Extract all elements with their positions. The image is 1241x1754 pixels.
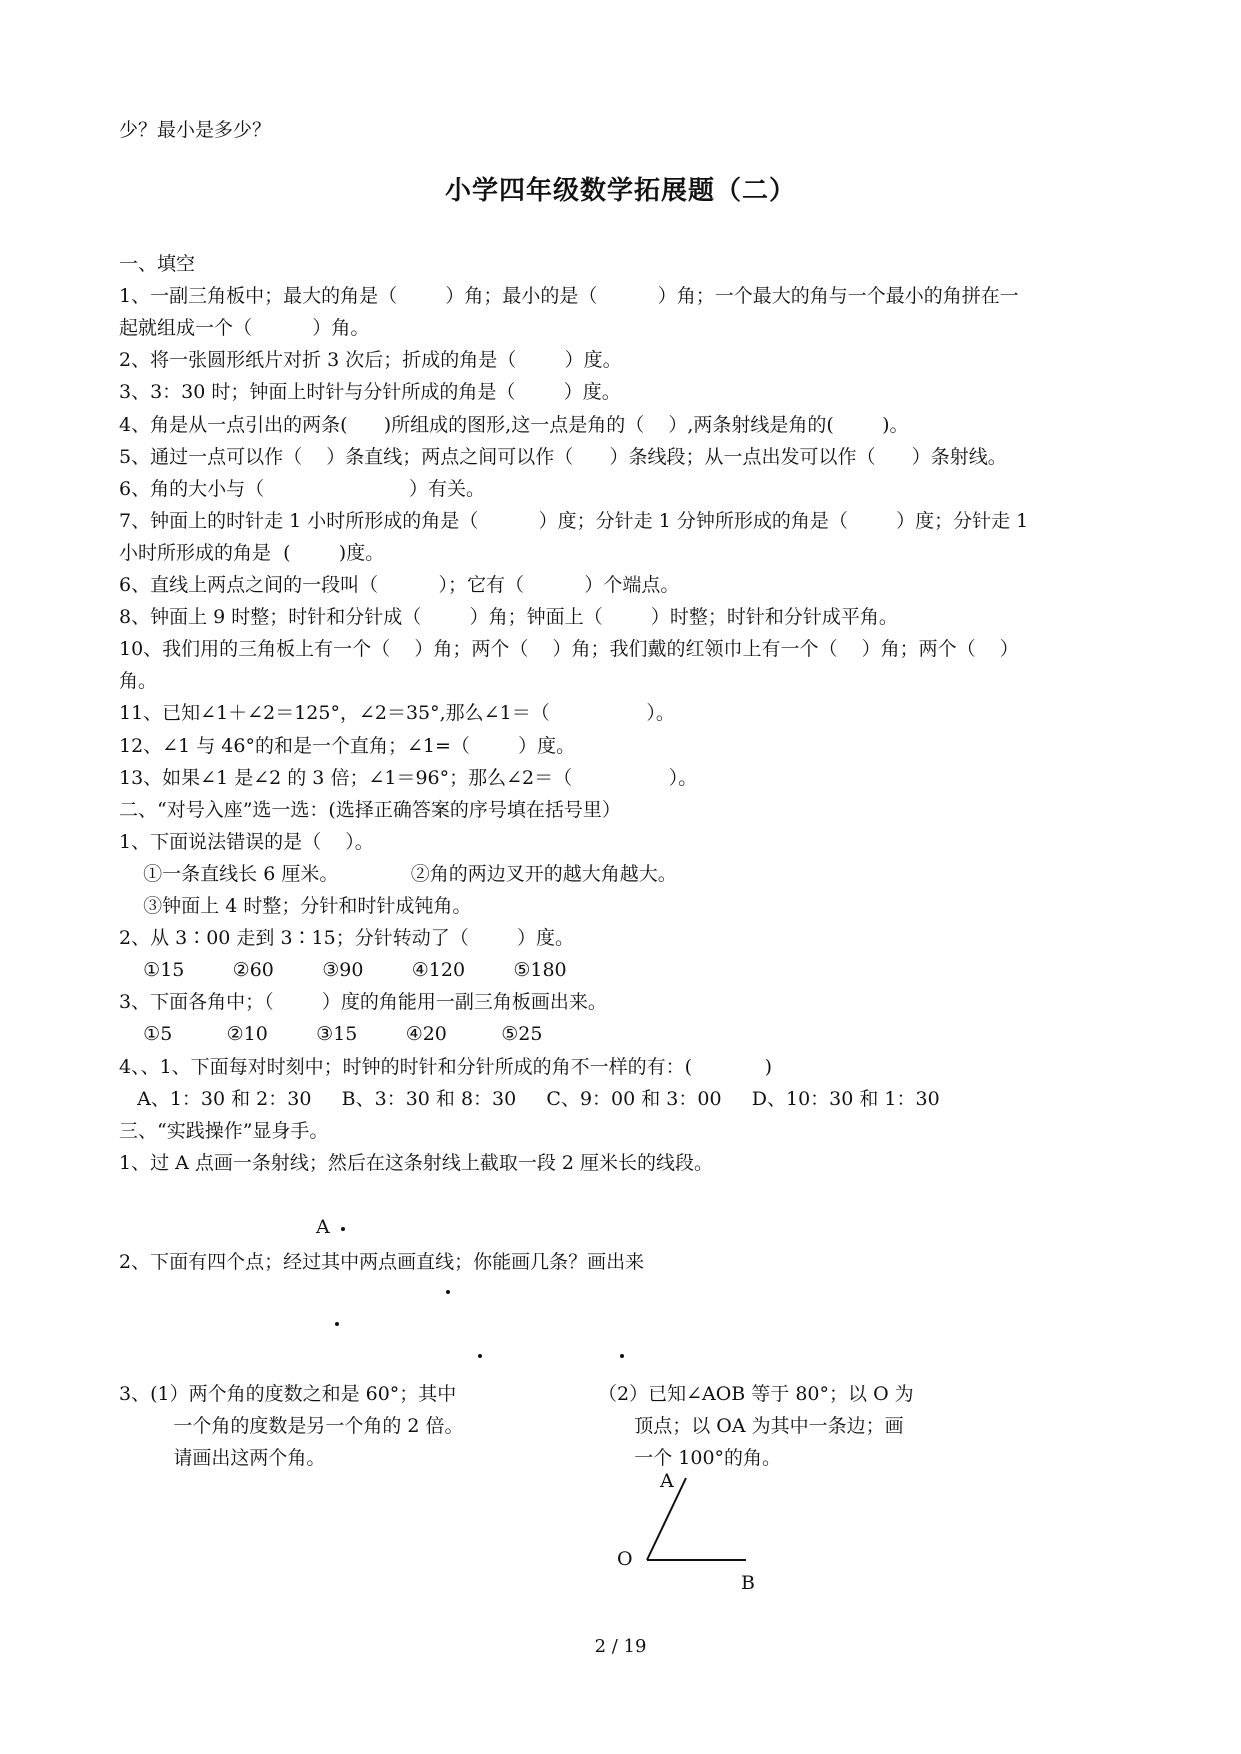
worksheet-line: 2、从 3∶00 走到 3∶15；分针转动了（ ）度。 [119,927,575,949]
worksheet-line: 11、已知∠1＋∠2＝125°，∠2＝35°,那么∠1＝（ ）。 [119,702,675,724]
worksheet-line: 起就组成一个（ ）角。 [119,317,370,339]
worksheet-line: 一、填空 [119,253,196,275]
question-2-text: 2、下面有四个点；经过其中两点画直线；你能画几条？画出来 [119,1251,645,1273]
point-dot-1 [446,1290,450,1294]
worksheet-line: 小时所形成的角是 ( )度。 [119,542,385,564]
worksheet-line: 二、“对号入座”选一选：(选择正确答案的序号填在括号里） [119,799,621,821]
worksheet-line: ①一条直线长 6 厘米。 ②角的两边叉开的越大角越大。 [119,863,677,885]
worksheet-line: 3、3：30 时；钟面上时针与分针所成的角是（ ）度。 [119,381,621,403]
q3-left-line-3: 请画出这两个角。 [119,1447,326,1469]
worksheet-line: 12、∠1 与 46°的和是一个直角；∠1=（ ）度。 [119,735,576,757]
worksheet-line: 6、角的大小与（ ）有关。 [119,478,486,500]
worksheet-line: 1、过 A 点画一条射线；然后在这条射线上截取一段 2 厘米长的线段。 [119,1152,714,1174]
point-dot-3 [478,1354,482,1358]
q3-right-line-1: （2）已知∠AOB 等于 80°；以 O 为 [598,1383,914,1405]
point-dot-2 [335,1322,339,1326]
worksheet-line: A、1：30 和 2：30 B、3：30 和 8：30 C、9：00 和 3：00 D、10：30 和 1：30 [119,1088,940,1110]
worksheet-line: 1、下面说法错误的是（ ）。 [119,831,374,853]
q3-right-line-3: 一个 100°的角。 [598,1447,782,1469]
worksheet-line: 10、我们用的三角板上有一个（ ）角；两个（ ）角；我们戴的红领巾上有一个（ ）角；两个（ ） [119,638,1019,660]
page-title: 小学四年级数学拓展题（二） [444,176,796,206]
worksheet-line: 4、、1、下面每对时刻中；时钟的时针和分针所成的角不一样的有：( ) [119,1056,772,1078]
worksheet-line: ①5 ②10 ③15 ④20 ⑤25 [119,1023,543,1045]
worksheet-line: 三、“实践操作”显身手。 [119,1120,329,1142]
angle-label-a: A [660,1470,674,1492]
worksheet-line: ①15 ②60 ③90 ④120 ⑤180 [119,959,567,981]
q3-left-line-1: 3、(1）两个角的度数之和是 60°；其中 [119,1383,457,1405]
worksheet-line: 13、如果∠1 是∠2 的 3 倍；∠1＝96°；那么∠2＝（ ）。 [119,767,698,789]
worksheet-line: ③钟面上 4 时整；分针和时针成钝角。 [119,895,472,917]
worksheet-line: 3、下面各角中；（ ）度的角能用一副三角板画出来。 [119,991,607,1013]
q3-right-line-2: 顶点；以 OA 为其中一条边；画 [598,1415,904,1437]
worksheet-line: 2、将一张圆形纸片对折 3 次后；折成的角是（ ）度。 [119,349,622,371]
worksheet-line: 1、一副三角板中；最大的角是（ ）角；最小的是（ ）角；一个最大的角与一个最小的角拼在一 [119,285,1019,307]
q3-left-line-2: 一个角的度数是另一个角的 2 倍。 [119,1415,464,1437]
page-number: 2 / 19 [594,1636,647,1657]
point-dot-4 [620,1354,624,1358]
worksheet-line: 角。 [119,670,158,692]
angle-aob-figure [600,1470,800,1610]
worksheet-line: 5、通过一点可以作（ ）条直线；两点之间可以作（ ）条线段；从一点出发可以作（ ）条射线。 [119,446,1007,468]
continuation-text: 少？最小是多少？ [119,119,272,141]
worksheet-line: 7、钟面上的时针走 1 小时所形成的角是（ ）度；分针走 1 分钟所形成的角是（ ）度；分针走 1 [119,510,1029,532]
angle-label-o: O [617,1548,633,1570]
angle-label-b: B [741,1572,755,1594]
worksheet-line: 8、钟面上 9 时整；时针和分针成（ ）角；钟面上（ ）时整；时针和分针成平角。 [119,606,898,628]
point-a-dot [341,1227,345,1231]
worksheet-line: 6、直线上两点之间的一段叫（ ）；它有（ ）个端点。 [119,574,680,596]
point-a-label: A [316,1216,330,1238]
worksheet-line: 4、角是从一点引出的两条( )所组成的图形,这一点是角的（ ）,两条射线是角的( )。 [119,414,909,436]
